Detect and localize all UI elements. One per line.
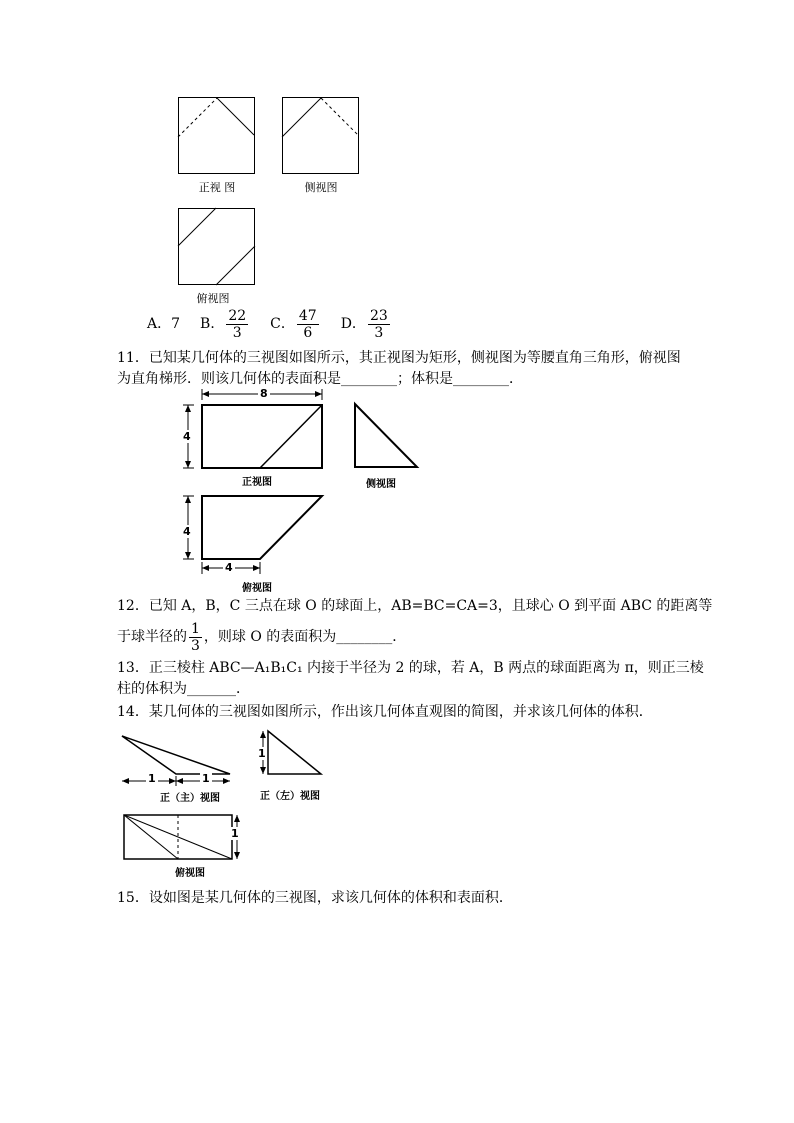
q11-line2: 为直角梯形．则该几何体的表面积是________；体积是________．	[117, 371, 523, 387]
q13-line2: 柱的体积为_______．	[117, 681, 250, 697]
q11-side-view	[354, 403, 420, 471]
q14-front-view	[120, 732, 235, 787]
q12-line2: 于球半径的 $\frac{1}{3}$ ，则球 O 的表面积为________．	[117, 620, 407, 654]
q14-top-view	[120, 812, 245, 862]
q15-text: 15．设如图是某几何体的三视图，求该几何体的体积和表面积．	[117, 890, 513, 906]
q12-fraction: $\frac{1}{3}$	[191, 620, 200, 654]
q11-dim-top: 8	[260, 387, 268, 400]
q11-top-view	[180, 492, 330, 576]
q13-line1: 13．正三棱柱 ABC—A₁B₁C₁ 内接于半径为 2 的球，若 A，B 两点的球面距离为 π，则正三棱	[117, 660, 704, 676]
q11-line1: 11．已知某几何体的三视图如图所示，其正视图为矩形，侧视图为等腰直角三角形，俯视图	[117, 350, 681, 366]
q10-options	[147, 304, 412, 344]
q11-top-dim-bottom: 4	[225, 561, 233, 574]
q14-top-caption: 俯视图	[175, 868, 205, 879]
q12-line1: 12．已知 A，B，C 三点在球 O 的球面上，AB=BC=CA=3，且球心 O 到平面 ABC 的距离等	[117, 598, 713, 614]
option-d: D． $\frac{23}{3}$	[340, 307, 388, 341]
q11-front-caption: 正视图	[242, 477, 272, 488]
option-a: A．7	[147, 316, 181, 332]
option-c: C． $\frac{47}{6}$	[270, 307, 317, 341]
q14-side-dim: 1	[258, 747, 266, 760]
q11-side-caption: 侧视图	[366, 479, 396, 490]
q10-top-caption: 俯视图	[196, 292, 230, 305]
q14-side-caption: 正（左）视图	[260, 791, 320, 802]
q10-side-view	[282, 97, 360, 175]
q10-top-view	[178, 208, 256, 286]
q14-top-dim: 1	[231, 827, 239, 840]
q14-text: 14．某几何体的三视图如图所示，作出该几何体直观图的简图，并求该几何体的体积．	[117, 704, 653, 720]
q11-top-dim-left: 4	[183, 525, 191, 538]
option-b: B． $\frac{22}{3}$	[200, 307, 247, 341]
q10-front-caption: 正视 图	[198, 181, 236, 194]
q14-front-dim-left: 1	[148, 772, 156, 785]
q10-front-view	[178, 97, 256, 175]
q11-top-caption: 俯视图	[242, 583, 272, 594]
q11-dim-left: 4	[183, 430, 191, 443]
q14-front-caption: 正（主）视图	[160, 793, 220, 804]
q14-front-dim-right: 1	[202, 772, 210, 785]
q11-front-view	[180, 386, 330, 472]
q10-side-caption: 侧视图	[304, 181, 338, 194]
